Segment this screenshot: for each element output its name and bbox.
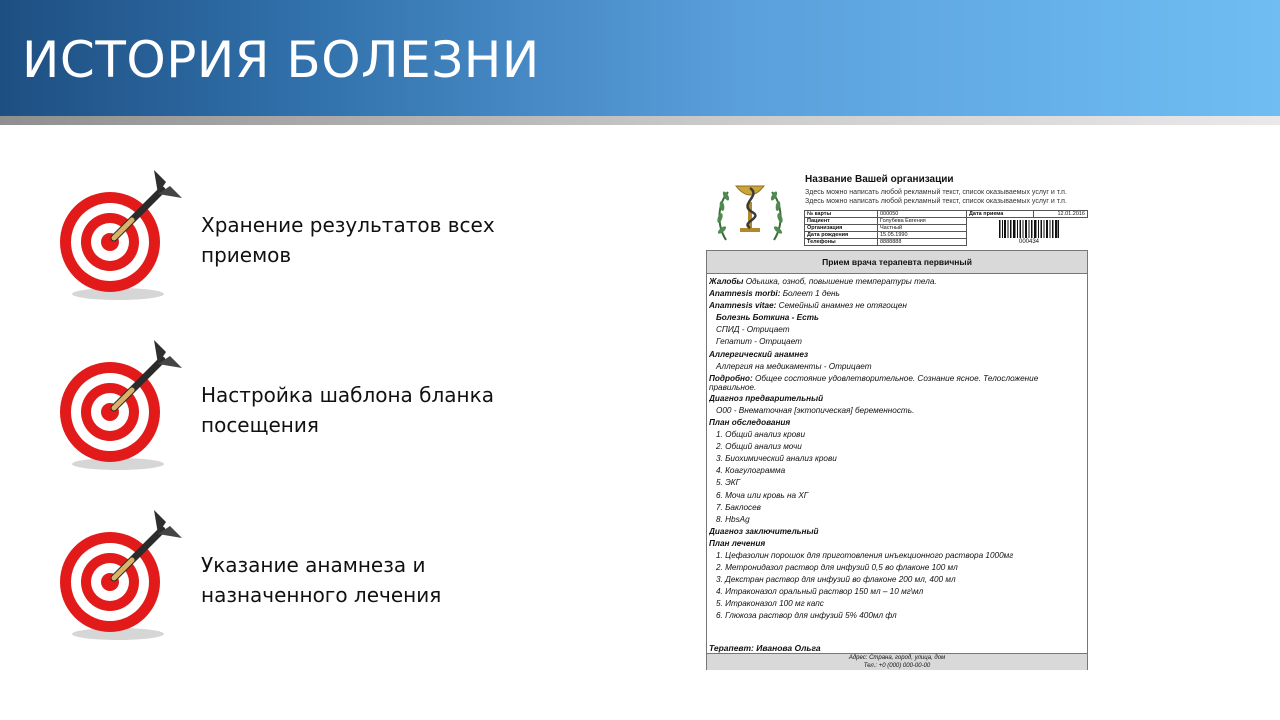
feature-text: Хранение результатов всех приемов	[201, 213, 495, 267]
list-item: 3. Декстран раствор для инфузий во флаконе 200 мл, 400 мл	[716, 575, 956, 585]
allergy-line: Аллергия на медикаменты - Отрицает	[716, 361, 872, 371]
visit-date-table	[966, 210, 1088, 218]
final-diagnosis-label: Диагноз заключительный	[709, 526, 819, 536]
table-row: Дата рождения 15.05.1990	[805, 232, 967, 239]
prelim-diagnosis-label: Диагноз предварительный	[709, 393, 824, 403]
list-item: 4. Итраконазол оральный раствор 150 мл – 10 мг\мл	[716, 587, 924, 597]
target-dart-icon	[50, 336, 190, 476]
details-line: Подробно: Общее состояние удовлетворительное. Сознание ясное. Телосложение правильное.	[709, 373, 1039, 392]
list-item: 1. Цефазолин порошок для приготовления инъекционного раствора 1000мг	[716, 550, 1014, 560]
prelim-diagnosis-line: O00 - Внематочная [эктопическая] беременность.	[716, 405, 915, 415]
patient-info-table	[804, 210, 967, 246]
list-item: 2. Общий анализ мочи	[716, 442, 802, 452]
table-row: № карты 000050	[805, 211, 967, 218]
table-row: Организация Частный	[805, 225, 967, 232]
anamnesis-vitae-line: Anamnesis vitae: Семейный анамнез не отягощен	[709, 301, 907, 311]
target-dart-icon	[50, 506, 190, 646]
list-item: 4. Коагулограмма	[716, 466, 786, 476]
target-dart-icon	[50, 166, 190, 306]
org-name: Название Вашей организации	[805, 174, 954, 185]
header-divider	[0, 116, 1280, 125]
table-row: Дата приема 12.01.2016	[967, 211, 1088, 218]
barcode-number: 000434	[1018, 239, 1040, 245]
list-item: 8. HbsAg	[716, 514, 750, 524]
list-item: 5. Итраконазол 100 мг капс	[716, 599, 824, 609]
list-item: 6. Моча или кровь на ХГ	[716, 490, 809, 500]
therapist-signature: Терапевт: Иванова Ольга	[709, 643, 821, 653]
feature-text: Настройка шаблона бланка посещения	[201, 383, 494, 437]
aids-line: СПИД - Отрицает	[716, 325, 790, 335]
feature-item	[50, 336, 610, 476]
barcode-icon	[998, 220, 1060, 238]
list-item: 6. Глюкоза раствор для инфузий 5% 400мл фл	[716, 611, 897, 621]
table-row: Телефоны 8888888	[805, 239, 967, 246]
complaints-line: Жалобы Одышка, озноб, повышение температуры тела.	[709, 277, 937, 286]
exam-plan-label: План обследования	[709, 417, 791, 427]
botkin-line: Болезнь Боткина - Есть	[716, 313, 819, 323]
visit-heading: Прием врача терапевта первичный	[707, 251, 1087, 274]
medical-record-preview	[706, 170, 1088, 670]
medical-bowl-logo-icon	[712, 174, 788, 250]
list-item: 2. Метронидазол раствор для инфузий 0,5 во флаконе 100 мл	[716, 563, 958, 573]
treatment-plan-label: План лечения	[709, 538, 766, 548]
feature-item	[50, 506, 610, 646]
org-description: Здесь можно написать любой рекламный текст, список оказываемых услуг и т.п. Здесь можно написать любой рекламный текст, список оказываемых услуг и т.п.	[805, 189, 1067, 205]
header-banner	[0, 0, 1280, 116]
feature-item	[50, 166, 610, 306]
list-item: 5. ЭКГ	[716, 478, 741, 488]
anamnesis-morbi-line: Anamnesis morbi: Болеет 1 день	[709, 289, 840, 299]
list-item: 1. Общий анализ крови	[716, 430, 805, 440]
list-item: 3. Биохимический анализ крови	[716, 454, 837, 464]
visit-record-body	[709, 276, 1085, 623]
doc-footer: Адрес: Страна, город, улица, дом Тел.: +0 (000) 000-00-00	[707, 653, 1087, 670]
table-row: Пациент Голубева Евгения	[805, 218, 967, 225]
list-item: 7. Баклосев	[716, 502, 761, 512]
page-title: ИСТОРИЯ БОЛЕЗНИ	[22, 31, 540, 89]
feature-text: Указание анамнеза и назначенного лечения	[201, 553, 442, 607]
hepatitis-line: Гепатит - Отрицает	[716, 337, 802, 347]
visit-record-box	[706, 250, 1088, 670]
allergy-label: Аллергический анамнез	[709, 349, 809, 359]
